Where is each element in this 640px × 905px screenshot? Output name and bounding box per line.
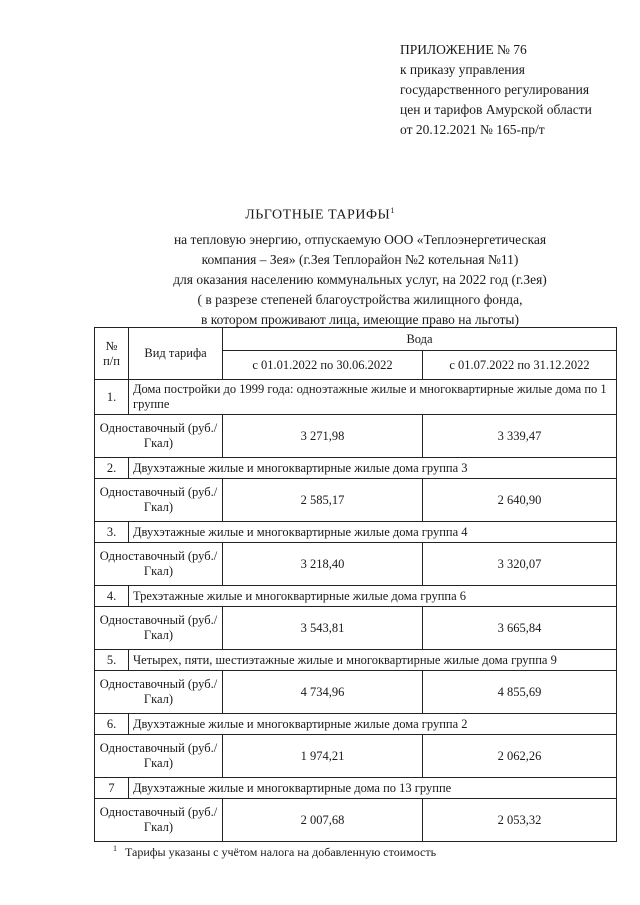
row-number: 1. [95, 380, 129, 415]
tariff-kind: Одноставочный (руб./Гкал) [95, 607, 223, 650]
tariff-value-period-2: 4 855,69 [423, 671, 617, 714]
table-row-category [95, 380, 617, 415]
table-row-category [95, 458, 617, 479]
row-category: Двухэтажные жилые и многоквартирные дома по 13 группе [129, 778, 617, 799]
tariff-kind: Одноставочный (руб./Гкал) [95, 415, 223, 458]
table-row-category [95, 650, 617, 671]
header-kind: Вид тарифа [129, 328, 223, 380]
row-number: 5. [95, 650, 129, 671]
footnote-mark: 1 [113, 844, 117, 853]
tariff-value-period-2: 3 665,84 [423, 607, 617, 650]
table-row-values [95, 543, 617, 586]
table-row-values [95, 799, 617, 842]
tariff-value-period-1: 1 974,21 [223, 735, 423, 778]
title-footnote-mark: 1 [390, 206, 395, 215]
table-row-values [95, 415, 617, 458]
table-row-values [95, 479, 617, 522]
table-row-category [95, 778, 617, 799]
row-category: Дома постройки до 1999 года: одноэтажные жилые и многоквартирные жилые дома по 1 группе [129, 380, 617, 415]
tariff-kind: Одноставочный (руб./Гкал) [95, 735, 223, 778]
appendix-line: государственного регулирования [400, 82, 590, 97]
table-row-values [95, 735, 617, 778]
tariff-kind: Одноставочный (руб./Гкал) [95, 671, 223, 714]
tariff-kind: Одноставочный (руб./Гкал) [95, 479, 223, 522]
tariff-value-period-2: 2 053,32 [423, 799, 617, 842]
tariff-value-period-2: 2 062,26 [423, 735, 617, 778]
subtitle-line: в котором проживают лица, имеющие право на льготы) [201, 312, 519, 327]
row-category: Трехэтажные жилые и многоквартирные жилые дома группа 6 [129, 586, 617, 607]
document-subtitle [130, 230, 590, 330]
tariff-value-period-1: 4 734,96 [223, 671, 423, 714]
row-number: 7 [95, 778, 129, 799]
row-category: Двухэтажные жилые и многоквартирные жилые дома группа 2 [129, 714, 617, 735]
row-number: 2. [95, 458, 129, 479]
document-title [0, 206, 640, 224]
tariff-kind: Одноставочный (руб./Гкал) [95, 543, 223, 586]
table-row-category [95, 714, 617, 735]
footnote-text: Тарифы указаны с учётом налога на добавленную стоимость [125, 845, 437, 859]
header-num: № п/п [95, 328, 129, 380]
tariff-value-period-2: 3 320,07 [423, 543, 617, 586]
appendix-line: ПРИЛОЖЕНИЕ № 76 [400, 42, 527, 57]
row-category: Четырех, пяти, шестиэтажные жилые и многоквартирные жилые дома группа 9 [129, 650, 617, 671]
header-period-2: с 01.07.2022 по 31.12.2022 [423, 351, 617, 380]
subtitle-line: на тепловую энергию, отпускаемую ООО «Теплоэнергетическая [173, 232, 547, 247]
tariff-kind: Одноставочный (руб./Гкал) [95, 799, 223, 842]
table-header-row [95, 328, 617, 351]
tariff-value-period-1: 3 271,98 [223, 415, 423, 458]
tariff-value-period-2: 3 339,47 [423, 415, 617, 458]
footnote [113, 844, 436, 860]
row-number: 3. [95, 522, 129, 543]
table-row-category [95, 586, 617, 607]
header-water: Вода [223, 328, 617, 351]
tariff-value-period-1: 3 543,81 [223, 607, 423, 650]
appendix-line: к приказу управления [400, 62, 525, 77]
table-row-category [95, 522, 617, 543]
row-number: 6. [95, 714, 129, 735]
appendix-line: от 20.12.2021 № 165-пр/т [400, 122, 545, 137]
row-category: Двухэтажные жилые и многоквартирные жилые дома группа 4 [129, 522, 617, 543]
appendix-header [400, 40, 635, 140]
tariff-value-period-2: 2 640,90 [423, 479, 617, 522]
row-number: 4. [95, 586, 129, 607]
tariff-value-period-1: 2 585,17 [223, 479, 423, 522]
table-row-values [95, 607, 617, 650]
appendix-line: цен и тарифов Амурской области [400, 102, 592, 117]
tariff-value-period-1: 2 007,68 [223, 799, 423, 842]
header-period-1: с 01.01.2022 по 30.06.2022 [223, 351, 423, 380]
tariff-value-period-1: 3 218,40 [223, 543, 423, 586]
row-category: Двухэтажные жилые и многоквартирные жилые дома группа 3 [129, 458, 617, 479]
title-text: ЛЬГОТНЫЕ ТАРИФЫ [245, 207, 391, 223]
tariff-table [94, 327, 617, 842]
subtitle-line: ( в разрезе степеней благоустройства жилищного фонда, [197, 292, 523, 307]
subtitle-line: для оказания населению коммунальных услуг, на 2022 год (г.Зея) [173, 272, 547, 287]
table-row-values [95, 671, 617, 714]
subtitle-line: компания – Зея» (г.Зея Теплорайон №2 котельная №11) [201, 252, 519, 267]
